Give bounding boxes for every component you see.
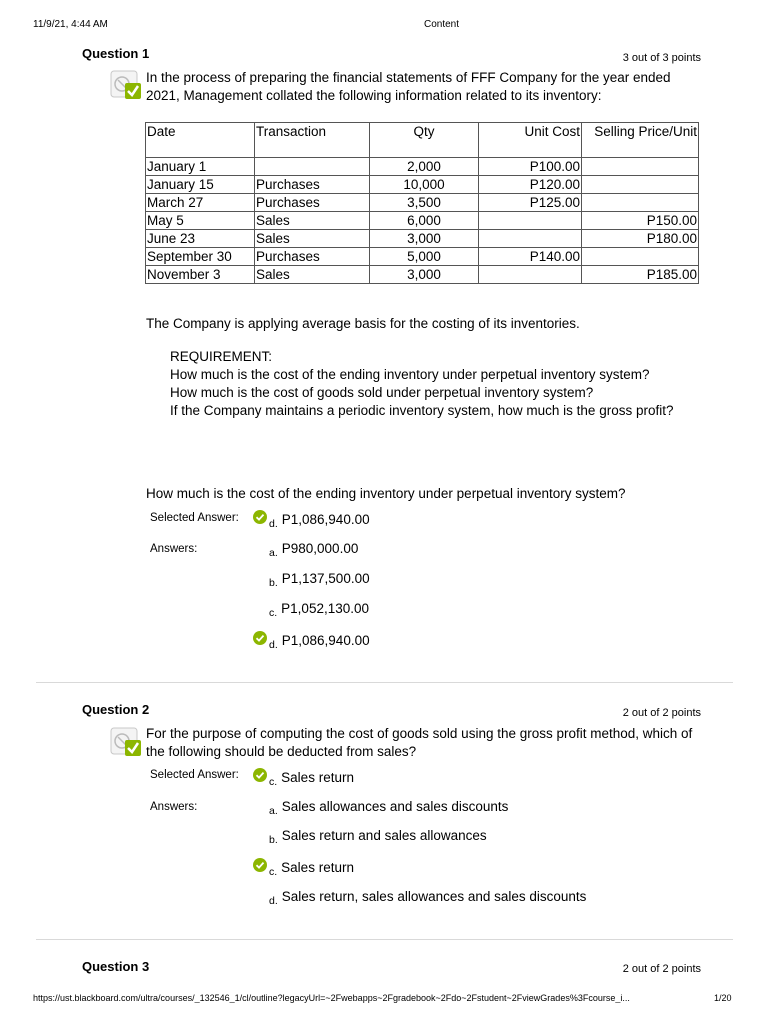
cell-selling-price xyxy=(582,158,699,176)
table-row xyxy=(146,230,699,248)
requirement-line-1: How much is the cost of the ending inventory under perpetual inventory system? xyxy=(170,367,650,382)
answer-text: Sales return and sales allowances xyxy=(281,828,487,843)
cell-transaction: Purchases xyxy=(255,176,370,194)
answer-letter: c. xyxy=(269,776,278,788)
answer-option xyxy=(253,541,359,559)
col-unit-cost: Unit Cost xyxy=(479,123,582,158)
cell-date: March 27 xyxy=(146,194,255,212)
correct-check-icon xyxy=(253,631,269,648)
cell-transaction: Sales xyxy=(255,266,370,284)
table-header-row xyxy=(146,123,699,158)
cell-date: November 3 xyxy=(146,266,255,284)
question-1-text: In the process of preparing the financial statements of FFF Company for the year ended 2021, Management collated the following information related to its inventory: xyxy=(146,70,671,103)
correct-check-icon xyxy=(253,510,269,527)
answer-option xyxy=(253,799,509,817)
col-qty: Qty xyxy=(370,123,479,158)
question-2-title: Question 2 xyxy=(82,702,150,717)
question-correct-icon xyxy=(110,70,142,100)
col-transaction: Transaction xyxy=(255,123,370,158)
cell-unit-cost: P100.00 xyxy=(479,158,582,176)
cell-qty: 3,500 xyxy=(370,194,479,212)
table-row xyxy=(146,176,699,194)
requirement-line-2: How much is the cost of goods sold under perpetual inventory system? xyxy=(170,385,594,400)
page-number: 1/20 xyxy=(714,993,732,1003)
cell-selling-price xyxy=(582,194,699,212)
answer-letter: c. xyxy=(269,607,278,619)
question-1-title: Question 1 xyxy=(82,46,150,61)
cell-date: September 30 xyxy=(146,248,255,266)
answer-letter: a. xyxy=(269,547,278,559)
table-row xyxy=(146,194,699,212)
table-row xyxy=(146,158,699,176)
cell-unit-cost: P120.00 xyxy=(479,176,582,194)
answer-letter: d. xyxy=(269,639,278,651)
answer-letter: b. xyxy=(269,834,278,846)
table-row xyxy=(146,266,699,284)
cell-unit-cost xyxy=(479,230,582,248)
cell-qty: 3,000 xyxy=(370,230,479,248)
answer-option-correct xyxy=(253,858,354,878)
question-1-prompt: How much is the cost of the ending inventory under perpetual inventory system? xyxy=(146,486,626,501)
table-row xyxy=(146,248,699,266)
cell-transaction xyxy=(255,158,370,176)
answer-text: Sales allowances and sales discounts xyxy=(281,799,509,814)
cell-date: January 1 xyxy=(146,158,255,176)
cell-qty: 3,000 xyxy=(370,266,479,284)
answer-option xyxy=(253,571,370,589)
answer-option xyxy=(253,889,587,907)
question-correct-icon xyxy=(110,727,142,757)
cell-qty: 5,000 xyxy=(370,248,479,266)
cell-selling-price xyxy=(582,248,699,266)
cell-transaction: Sales xyxy=(255,212,370,230)
requirement-line-3: If the Company maintains a periodic inventory system, how much is the gross profit? xyxy=(170,403,674,418)
requirement-block xyxy=(146,348,716,420)
cell-unit-cost: P140.00 xyxy=(479,248,582,266)
cell-unit-cost xyxy=(479,266,582,284)
selected-answer-label: Selected Answer: xyxy=(150,512,239,524)
answer-letter: b. xyxy=(269,577,278,589)
answer-letter: d. xyxy=(269,895,278,907)
print-datetime: 11/9/21, 4:44 AM xyxy=(33,19,108,30)
answer-option-correct xyxy=(253,631,370,651)
cell-transaction: Sales xyxy=(255,230,370,248)
cell-selling-price: P185.00 xyxy=(582,266,699,284)
answer-text: Sales return xyxy=(281,770,354,785)
cell-unit-cost: P125.00 xyxy=(479,194,582,212)
cell-selling-price: P150.00 xyxy=(582,212,699,230)
requirement-heading: REQUIREMENT: xyxy=(170,349,273,364)
selected-answer xyxy=(253,768,354,788)
col-selling-price: Selling Price/Unit xyxy=(582,123,699,158)
cell-qty: 6,000 xyxy=(370,212,479,230)
selected-answer xyxy=(253,510,370,530)
question-2-points: 2 out of 2 points xyxy=(622,707,701,719)
question-divider xyxy=(36,939,733,940)
answers-label: Answers: xyxy=(150,543,198,555)
answer-text: Sales return xyxy=(281,860,354,875)
answer-letter: c. xyxy=(269,866,278,878)
answer-text: Sales return, sales allowances and sales discounts xyxy=(281,889,587,904)
question-1-points: 3 out of 3 points xyxy=(622,52,701,64)
answer-text: P1,086,940.00 xyxy=(281,633,370,648)
cell-selling-price: P180.00 xyxy=(582,230,699,248)
col-date: Date xyxy=(146,123,255,158)
answer-text: P1,052,130.00 xyxy=(281,601,370,616)
answer-text: P1,086,940.00 xyxy=(281,512,370,527)
answer-option xyxy=(253,601,370,619)
correct-check-icon xyxy=(253,858,269,875)
cell-selling-price xyxy=(582,176,699,194)
correct-check-icon xyxy=(253,768,269,785)
answer-letter: a. xyxy=(269,805,278,817)
cell-qty: 2,000 xyxy=(370,158,479,176)
answer-letter: d. xyxy=(269,518,278,530)
costing-basis-text: The Company is applying average basis for the costing of its inventories. xyxy=(146,316,580,331)
question-2-text: For the purpose of computing the cost of goods sold using the gross profit method, which of the following should be deducted from sales? xyxy=(146,726,693,759)
question-3-title: Question 3 xyxy=(82,959,150,974)
cell-date: January 15 xyxy=(146,176,255,194)
answers-label: Answers: xyxy=(150,801,198,813)
table-row xyxy=(146,212,699,230)
cell-transaction: Purchases xyxy=(255,194,370,212)
question-divider xyxy=(36,682,733,683)
answer-option xyxy=(253,828,487,846)
cell-transaction: Purchases xyxy=(255,248,370,266)
answer-text: P1,137,500.00 xyxy=(281,571,370,586)
question-3-points: 2 out of 2 points xyxy=(622,963,701,975)
cell-date: May 5 xyxy=(146,212,255,230)
cell-date: June 23 xyxy=(146,230,255,248)
cell-qty: 10,000 xyxy=(370,176,479,194)
print-url: https://ust.blackboard.com/ultra/courses/_132546_1/cl/outline?legacyUrl=~2Fwebapps~2Fgradebook~2Fdo~2Fstudent~2FviewGrades%3Fcourse_i... xyxy=(33,993,630,1003)
answer-text: P980,000.00 xyxy=(281,541,359,556)
selected-answer-label: Selected Answer: xyxy=(150,769,239,781)
cell-unit-cost xyxy=(479,212,582,230)
print-title: Content xyxy=(424,19,460,30)
inventory-table xyxy=(145,122,699,284)
